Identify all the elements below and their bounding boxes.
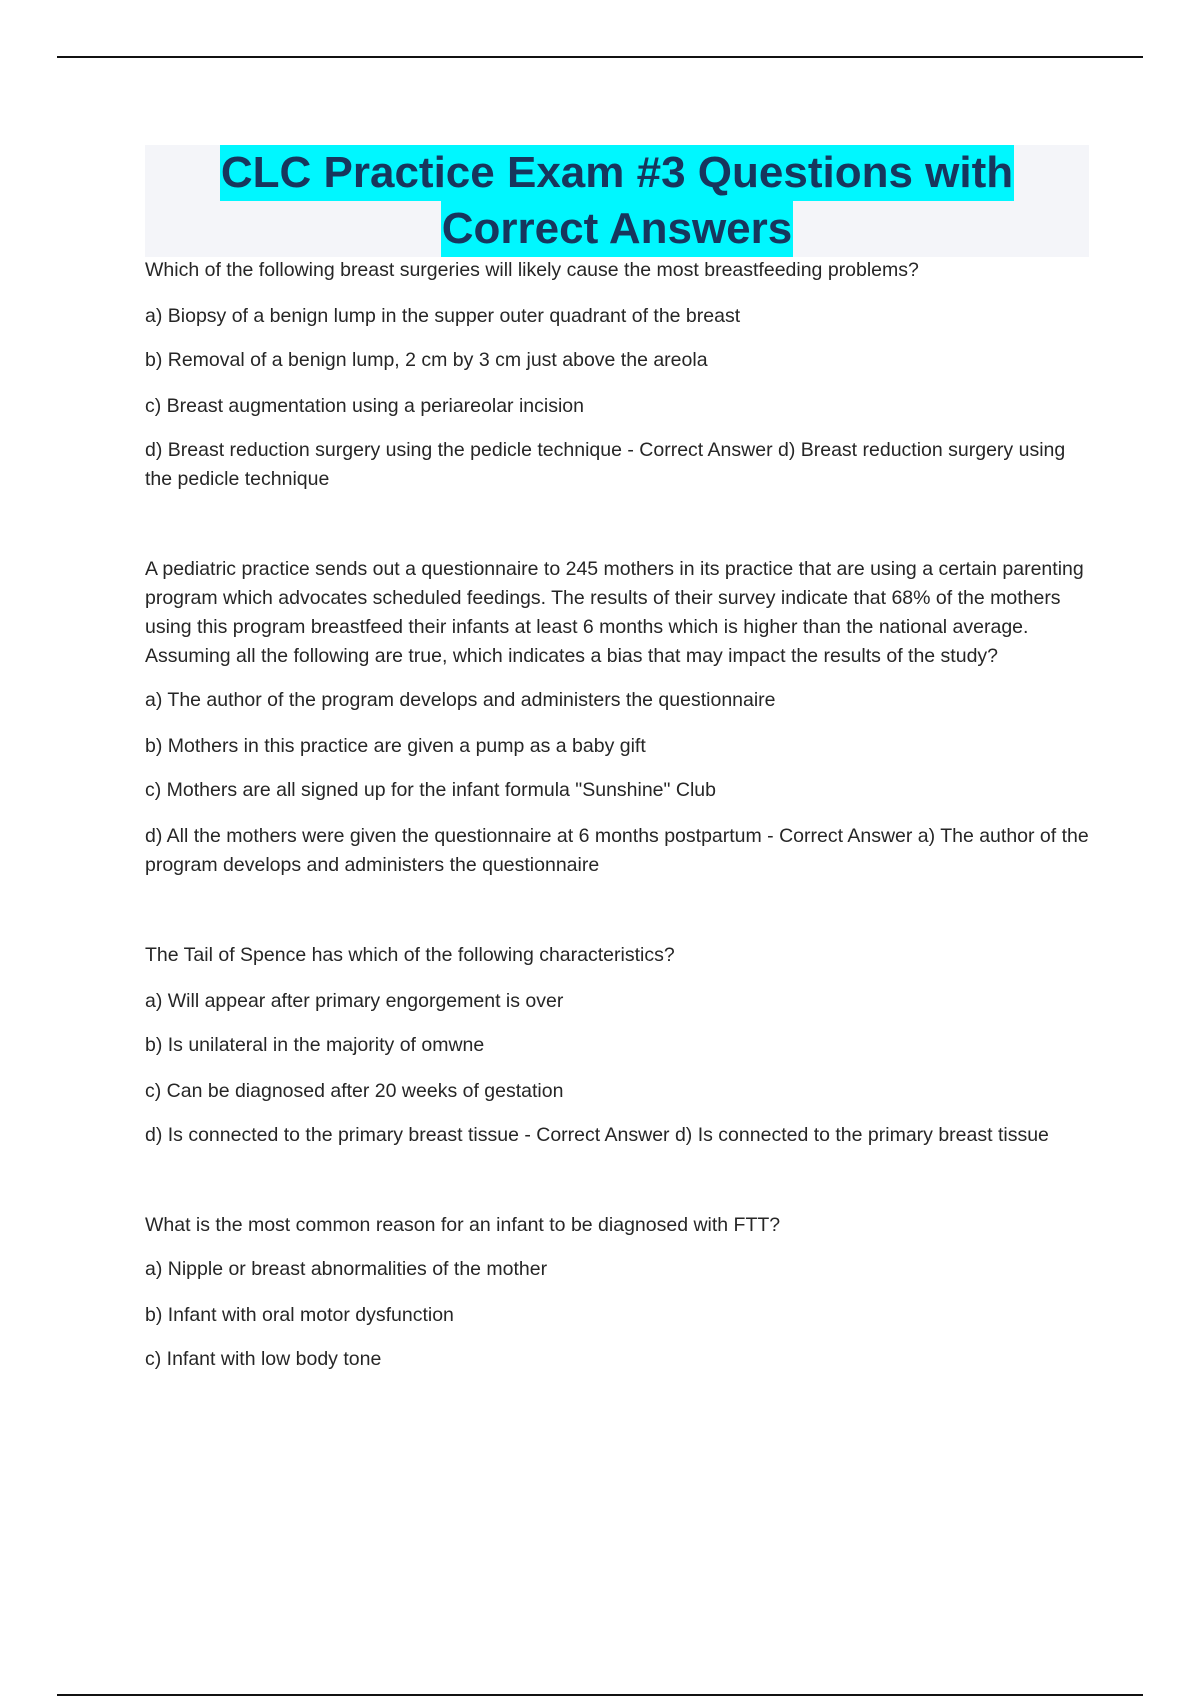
question-2-option-b: b) Mothers in this practice are given a pump as a baby gift — [145, 735, 646, 757]
question-4-option-b: b) Infant with oral motor dysfunction — [145, 1304, 454, 1326]
question-2-text: A pediatric practice sends out a questionnaire to 245 mothers in its practice that are using a certain parenting program which advocates scheduled feedings. The results of their survey indicate that 68% of the mothers using this program breastfeed their infants at least 6 months which is higher than the national average. Assuming all the following are true, which indicates a bias that may impact the results of the study? — [145, 558, 1084, 667]
question-3-text: The Tail of Spence has which of the following characteristics? — [145, 944, 675, 966]
title-line-2: Correct Answers — [441, 201, 794, 257]
header-rule — [57, 56, 1143, 58]
question-4-option-a: a) Nipple or breast abnormalities of the mother — [145, 1258, 548, 1280]
document-body — [145, 256, 1089, 1374]
footer-rule — [57, 1694, 1143, 1696]
question-3-option-b: b) Is unilateral in the majority of omwne — [145, 1034, 485, 1056]
question-1-text: Which of the following breast surgeries will likely cause the most breastfeeding problems? — [145, 259, 919, 281]
question-1-option-a: a) Biopsy of a benign lump in the supper outer quadrant of the breast — [145, 305, 741, 327]
document-title — [145, 145, 1089, 257]
question-2-option-c: c) Mothers are all signed up for the infant formula "Sunshine" Club — [145, 779, 716, 801]
question-3-option-a: a) Will appear after primary engorgement is over — [145, 990, 564, 1012]
title-line-1: CLC Practice Exam #3 Questions with — [220, 145, 1014, 201]
question-3-option-c: c) Can be diagnosed after 20 weeks of gestation — [145, 1080, 564, 1102]
question-4-option-c: c) Infant with low body tone — [145, 1348, 382, 1370]
question-2-option-d: d) All the mothers were given the questionnaire at 6 months postpartum - Correct Answer a) The author of the program develops and administers the questionnaire — [145, 825, 1089, 876]
question-1-option-c: c) Breast augmentation using a periareolar incision — [145, 395, 584, 417]
question-1-option-b: b) Removal of a benign lump, 2 cm by 3 cm just above the areola — [145, 349, 708, 371]
question-4-text: What is the most common reason for an infant to be diagnosed with FTT? — [145, 1214, 781, 1236]
question-2-option-a: a) The author of the program develops and administers the questionnaire — [145, 689, 776, 711]
question-1-option-d: d) Breast reduction surgery using the pedicle technique - Correct Answer d) Breast reduction surgery using the pedicle technique — [145, 439, 1066, 490]
question-3-option-d: d) Is connected to the primary breast tissue - Correct Answer d) Is connected to the primary breast tissue — [145, 1124, 1049, 1146]
